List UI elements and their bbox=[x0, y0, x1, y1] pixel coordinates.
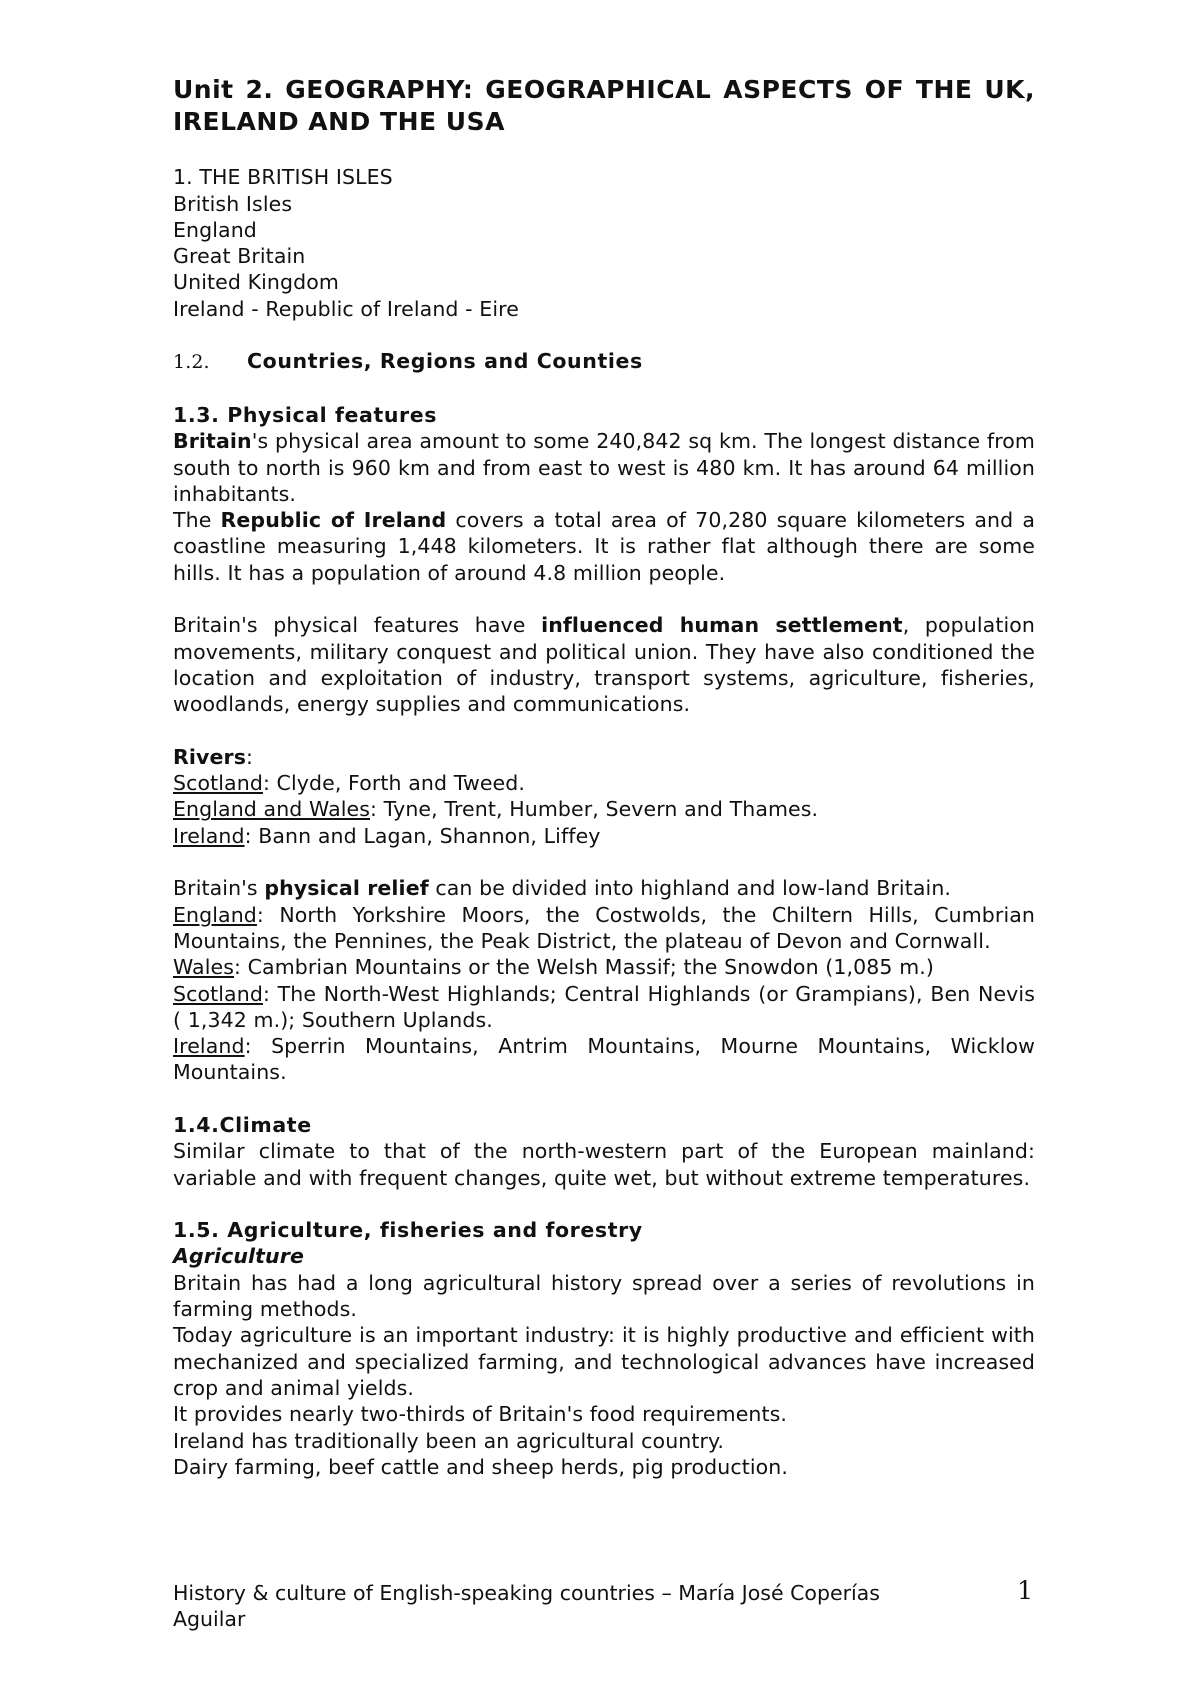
paragraph-ireland-area bbox=[173, 507, 1035, 586]
rivers-heading bbox=[173, 744, 1035, 770]
paragraph-text: Britain's physical features have bbox=[173, 613, 542, 638]
list-item: British Isles bbox=[173, 191, 293, 216]
region-name: Scotland bbox=[173, 981, 263, 1006]
bold-term: Republic of Ireland bbox=[220, 508, 447, 533]
section-heading-physical-features: 1.3. Physical features bbox=[173, 402, 438, 427]
region-name: Ireland bbox=[173, 1034, 245, 1059]
river-list: : Bann and Lagan, Shannon, Liffey bbox=[244, 823, 601, 848]
paragraph-text: , population movements, military conquest and political union. They have also conditioned the location and exploitation of industry, transport systems, agriculture, fisheries, woodlands, energy supplies and communications. bbox=[173, 613, 1035, 717]
paragraph-text: Britain's bbox=[173, 876, 265, 901]
page-number: 1 bbox=[1017, 1576, 1033, 1605]
list-item: United Kingdom bbox=[173, 270, 339, 295]
paragraph-agriculture: Dairy farming, beef cattle and sheep herds, pig production. bbox=[173, 1454, 789, 1479]
document-page bbox=[173, 74, 1035, 1480]
bold-term: Britain bbox=[173, 429, 252, 454]
relief-entry bbox=[173, 981, 1035, 1034]
paragraph-text: can be divided into highland and low-land Britain. bbox=[428, 876, 952, 901]
list-item: Ireland - Republic of Ireland - Eire bbox=[173, 296, 519, 321]
paragraph-agriculture: Britain has had a long agricultural history spread over a series of revolutions in farming methods. bbox=[173, 1270, 1035, 1322]
rivers-colon: : bbox=[246, 744, 254, 769]
relief-list: : Cambrian Mountains or the Welsh Massif; the Snowdon (1,085 m.) bbox=[234, 955, 934, 980]
rivers-label: Rivers bbox=[173, 744, 246, 769]
paragraph-agriculture: Ireland has traditionally been an agricultural country. bbox=[173, 1428, 724, 1453]
region-name: Ireland bbox=[173, 823, 245, 848]
bold-term: physical relief bbox=[264, 876, 429, 901]
region-name: Scotland bbox=[173, 771, 263, 796]
footer-text: History & culture of English-speaking countries – María José Coperías Aguilar bbox=[173, 1581, 880, 1632]
paragraph-britain-area bbox=[173, 428, 1035, 507]
region-name: Wales bbox=[173, 955, 235, 980]
river-list: : Tyne, Trent, Humber, Severn and Thames. bbox=[370, 797, 819, 822]
region-name: England bbox=[173, 902, 257, 927]
paragraph-text: The bbox=[173, 508, 221, 533]
paragraph-text: 's physical area amount to some 240,842 sq km. The longest distance from south to north is 960 km and from east to west is 480 km. It has around 64 million inhabitants. bbox=[173, 429, 1035, 506]
section-title: Countries, Regions and Counties bbox=[247, 349, 643, 374]
list-item: Great Britain bbox=[173, 244, 306, 269]
river-list: : Clyde, Forth and Tweed. bbox=[262, 771, 525, 796]
paragraph-physical-influence bbox=[173, 612, 1035, 717]
section-heading-countries bbox=[173, 348, 1035, 375]
river-entry bbox=[173, 796, 1035, 822]
river-entry bbox=[173, 770, 1035, 796]
section-heading-climate: 1.4.Climate bbox=[173, 1112, 312, 1137]
relief-intro bbox=[173, 875, 1035, 901]
relief-entry bbox=[173, 1033, 1035, 1086]
relief-list: : The North-West Highlands; Central Highlands (or Grampians), Ben Nevis ( 1,342 m.); Southern Uplands. bbox=[173, 981, 1035, 1032]
document-title: Unit 2. GEOGRAPHY: GEOGRAPHICAL ASPECTS OF THE UK, IRELAND AND THE USA bbox=[173, 75, 1035, 136]
paragraph-agriculture: It provides nearly two-thirds of Britain's food requirements. bbox=[173, 1402, 788, 1427]
relief-list: : Sperrin Mountains, Antrim Mountains, Mourne Mountains, Wicklow Mountains. bbox=[173, 1034, 1035, 1085]
section-heading-british-isles: 1. THE BRITISH ISLES bbox=[173, 165, 393, 190]
list-item: England bbox=[173, 217, 257, 242]
section-heading-agriculture: 1.5. Agriculture, fisheries and forestry bbox=[173, 1218, 643, 1243]
relief-entry bbox=[173, 954, 1035, 980]
relief-list: : North Yorkshire Moors, the Costwolds, the Chiltern Hills, Cumbrian Mountains, the Pennines, the Peak District, the plateau of Devon and Cornwall. bbox=[173, 902, 1035, 953]
region-name: England and Wales bbox=[173, 797, 371, 822]
section-number: 1.2. bbox=[173, 351, 210, 374]
paragraph-climate: Similar climate to that of the north-western part of the European mainland: variable and with frequent changes, quite wet, but without extreme temperatures. bbox=[173, 1139, 1035, 1190]
relief-entry bbox=[173, 902, 1035, 955]
bold-term: influenced human settlement bbox=[541, 613, 903, 638]
page-footer bbox=[173, 1576, 1035, 1633]
paragraph-text: covers a total area of 70,280 square kilometers and a coastline measuring 1,448 kilometers. It is rather flat although there are some hills. It has a population of around 4.8 million people. bbox=[173, 508, 1035, 585]
river-entry bbox=[173, 823, 1035, 849]
paragraph-agriculture: Today agriculture is an important industry: it is highly productive and efficient with mechanized and specialized farming, and technological advances have increased crop and animal yields. bbox=[173, 1323, 1035, 1400]
subheading-agriculture: Agriculture bbox=[173, 1244, 304, 1269]
